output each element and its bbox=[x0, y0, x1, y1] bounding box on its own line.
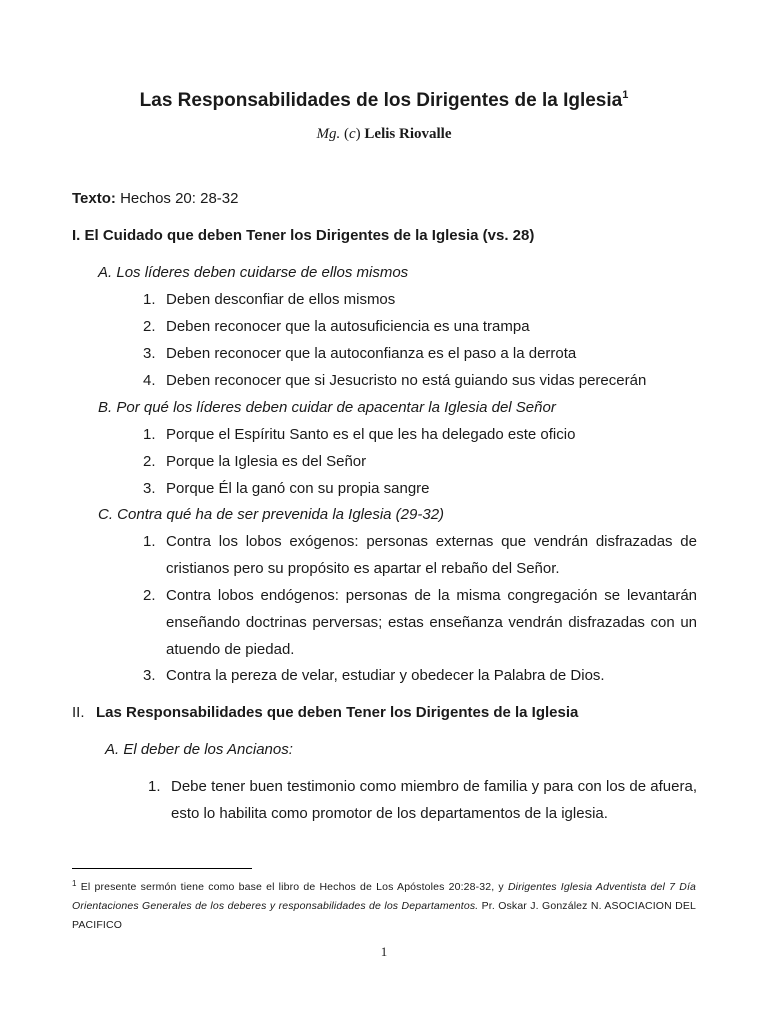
list-number: 3. bbox=[143, 480, 156, 497]
subC-label: Contra qué ha de ser prevenida la Iglesia (29-32) bbox=[117, 506, 445, 523]
section2-heading: Las Responsabilidades que deben Tener los Dirigentes de la Iglesia bbox=[96, 704, 579, 721]
list-number: 4. bbox=[143, 372, 156, 389]
list-item: Debe tener buen testimonio como miembro de familia y para con los de afuera, esto lo habilita como promotor de los departamentos de la iglesia. bbox=[171, 778, 697, 822]
texto-value: Hechos 20: 28-32 bbox=[120, 190, 239, 207]
list-item: Porque el Espíritu Santo es el que les ha delegado este oficio bbox=[166, 426, 576, 443]
list-number: 1. bbox=[143, 291, 156, 308]
author-c: c bbox=[349, 126, 356, 142]
document-title bbox=[0, 89, 768, 112]
author-paren-open: ( bbox=[344, 126, 349, 142]
section1-subB bbox=[98, 399, 556, 417]
list-item: Porque la Iglesia es del Señor bbox=[166, 453, 367, 470]
author-name: Lelis Riovalle bbox=[364, 126, 452, 142]
list-item: Contra lobos endógenos: personas de la misma congregación se levantarán enseñando doctrinas perversas; estas enseñanza vendrán disfrazadas con un atuendo de piedad. bbox=[166, 587, 697, 658]
section2-subA: A. El deber de los Ancianos: bbox=[105, 741, 293, 758]
title-footnote-mark: 1 bbox=[622, 89, 629, 101]
title-text: Las Responsabilidades de los Dirigentes de la Iglesia bbox=[139, 90, 623, 111]
footnote-text-start: El presente sermón tiene como base el libro de Hechos de Los Apóstoles 20:28-32, y bbox=[80, 881, 508, 893]
subB-marker: B. bbox=[98, 399, 113, 416]
texto-line bbox=[72, 190, 238, 208]
list-number: 1. bbox=[143, 533, 156, 550]
footnote-italic: Dirigentes Iglesia Adventista del 7 Día Orientaciones Generales de los deberes y responsabilidades de los Departamentos. bbox=[72, 881, 697, 912]
list-number: 2. bbox=[143, 453, 156, 470]
subA-label: Los líderes deben cuidarse de ellos mismos bbox=[116, 264, 409, 281]
list-number: 3. bbox=[143, 667, 156, 684]
list-number: 2. bbox=[143, 587, 156, 604]
texto-label: Texto: bbox=[72, 190, 116, 207]
page-number: 1 bbox=[380, 944, 388, 959]
author-prefix: Mg. bbox=[316, 126, 341, 142]
list-item: Porque Él la ganó con su propia sangre bbox=[166, 480, 430, 497]
section1-subC bbox=[98, 506, 444, 524]
list-item: Contra la pereza de velar, estudiar y obedecer la Palabra de Dios. bbox=[166, 667, 605, 684]
footnote-text-end: Pr. Oskar J. González N. ASOCIACION DEL PACIFICO bbox=[72, 900, 696, 931]
section1-subA bbox=[98, 264, 408, 282]
subC-marker: C. bbox=[98, 506, 113, 523]
list-number: 1. bbox=[148, 778, 161, 795]
author-line bbox=[0, 126, 768, 143]
list-item: Deben reconocer que la autoconfianza es el paso a la derrota bbox=[166, 345, 577, 362]
section1-heading: I. El Cuidado que deben Tener los Dirigentes de la Iglesia (vs. 28) bbox=[72, 227, 535, 244]
list-item: Deben reconocer que la autosuficiencia es una trampa bbox=[166, 318, 530, 335]
subA-marker: A. bbox=[98, 264, 113, 281]
list-item: Deben reconocer que si Jesucristo no está guiando sus vidas perecerán bbox=[166, 372, 647, 389]
footnote-mark: 1 bbox=[72, 879, 77, 888]
footnote bbox=[72, 874, 696, 935]
list-item: Contra los lobos exógenos: personas externas que vendrán disfrazadas de cristianos pero su propósito es apartar el rebaño del Señor. bbox=[166, 533, 697, 577]
subB-label: Por qué los líderes deben cuidar de apacentar la Iglesia del Señor bbox=[116, 399, 556, 416]
section2-marker: II. bbox=[72, 704, 85, 721]
list-number: 2. bbox=[143, 318, 156, 335]
footnote-divider bbox=[72, 868, 252, 869]
author-paren-close: ) bbox=[355, 126, 361, 142]
list-number: 3. bbox=[143, 345, 156, 362]
list-item: Deben desconfiar de ellos mismos bbox=[166, 291, 396, 308]
list-number: 1. bbox=[143, 426, 156, 443]
